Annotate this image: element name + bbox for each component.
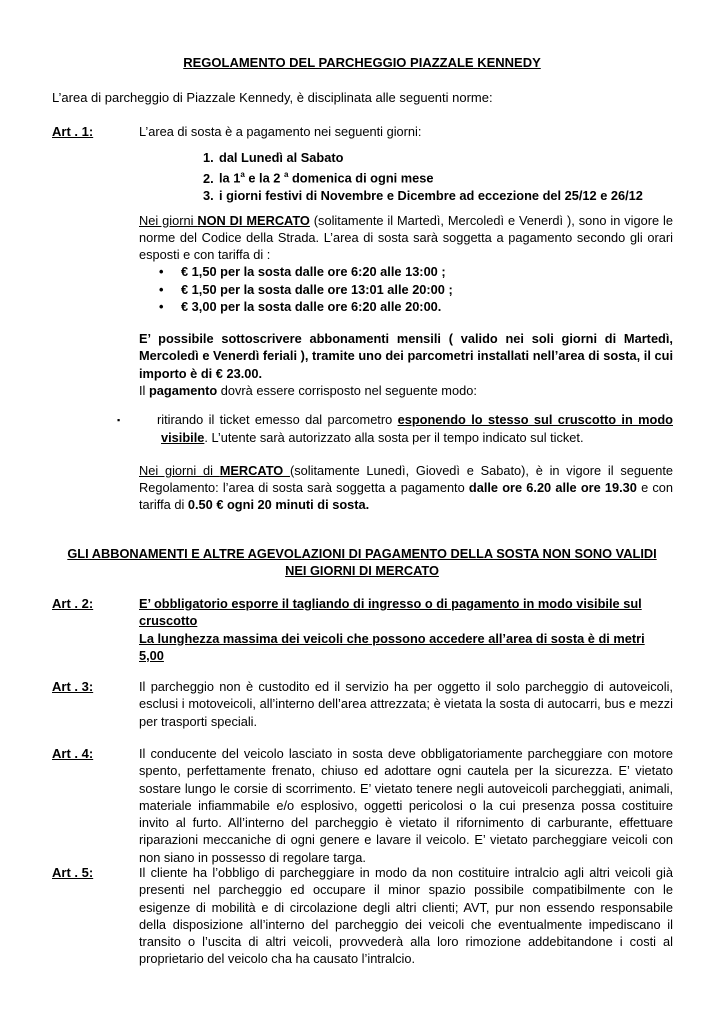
- list-item: 1. dal Lunedì al Sabato: [203, 150, 344, 166]
- art1-lead: L’area di sosta è a pagamento nei seguenti giorni:: [139, 124, 422, 139]
- abbonamenti-paragraph: E’ possibile sottoscrivere abbonamenti mensili ( valido nei soli giorni di Martedì, Mercoledì e Venerdì feriali ), tramite uno dei parcometri installati nell’area di sosta, il cui importo è di € 23.00.: [139, 330, 673, 381]
- list-item: • € 1,50 per la sosta dalle ore 13:01 alle 20:00 ;: [159, 281, 453, 297]
- art4-label: Art . 4:: [52, 746, 94, 761]
- list-item: • € 1,50 per la sosta dalle ore 6:20 alle 13:00 ;: [159, 264, 446, 280]
- ticket-paragraph: ▪ ritirando il ticket emesso dal parcometro esponendo lo stesso sul cruscotto in modo visibile. L’utente sarà autorizzato alla sosta per il tempo indicato sul ticket.: [117, 412, 673, 446]
- list-item: 3. i giorni festivi di Novembre e Dicembre ad eccezione del 25/12 e 26/12: [203, 187, 643, 203]
- days-list: [139, 149, 673, 203]
- mercato-notice: GLI ABBONAMENTI E ALTRE AGEVOLAZIONI DI PAGAMENTO DELLA SOSTA NON SONO VALIDI NEI GIORNI DI MERCATO: [67, 546, 657, 579]
- page-title: REGOLAMENTO DEL PARCHEGGIO PIAZZALE KENNEDY: [183, 55, 541, 70]
- list-item: 2. la 1$^a$ e la 2 $^a$ domenica di ogni mese: [203, 170, 434, 186]
- tariffe-list: [139, 263, 673, 316]
- art1-body: [117, 123, 673, 514]
- list-item: • € 3,00 per la sosta dalle ore 6:20 alle 20:00.: [159, 299, 442, 315]
- art1-label: Art . 1:: [52, 124, 94, 139]
- art3-label: Art . 3:: [52, 679, 94, 694]
- art5-label: Art . 5:: [52, 865, 94, 880]
- art4-body: Il conducente del veicolo lasciato in sosta deve obbligatoriamente parcheggiare con motore spento, perfettamente frenato, chiuso ed adottare ogni cautela per la sicurezza. E’ vietato sostare lungo le corsie di scorrimento. E’ vietato tenere negli autoveicoli parcheggiati, animali, materiale infiammabile e/o esplosivo, oggetti pericolosi o la cui presenza possa costituire invito al furto. All’interno del parcheggio è vietato il rifornimento di carburante, effettuare riparazioni meccaniche di ogni genere e lavare il veicolo. E’ vietato parcheggiare veicoli con non siano in possesso di regolare targa.: [139, 746, 673, 865]
- pagamento-paragraph: Il pagamento dovrà essere corrisposto nel seguente modo:: [139, 382, 477, 398]
- non-mercato-paragraph: Nei giorni NON DI MERCATO (solitamente il Martedì, Mercoledì e Venerdì ), sono in vigore le norme del Codice della Strada. L’area di sosta sarà soggetta a pagamento secondo gli orari esposti e con tariffa di :: [139, 212, 673, 263]
- intro-text: L’area di parcheggio di Piazzale Kennedy, è disciplinata alle seguenti norme:: [52, 90, 493, 105]
- art3-body: Il parcheggio non è custodito ed il servizio ha per oggetto il solo parcheggio di autoveicoli, esclusi i motoveicoli, all’interno dell’area attrezzata; è vietata la sosta di autocarri, bus e mezzi per trasporti speciali.: [139, 679, 673, 729]
- art2-label: Art . 2:: [52, 596, 94, 611]
- art5-body: Il cliente ha l’obbligo di parcheggiare in modo da non costituire intralcio agli altri veicoli già presenti nel parcheggio ed occupare il minor spazio possibile compatibilmente con le esigenze di mobilità e di circolazione degli altri clienti; AVT, pur non essendo responsabile della disposizione all’interno del parcheggio dei veicoli che eventualmente impediscano il transito o l’uscita di altri veicoli, provvederà alla loro rimozione addebitandone i costi al proprietario del veicolo cha ha causato l’intralcio.: [139, 865, 673, 967]
- mercato-paragraph: Nei giorni di MERCATO (solitamente Lunedì, Giovedì e Sabato), è in vigore il seguente Regolamento: l’area di sosta sarà soggetta a pagamento dalle ore 6.20 alle ore 19.30 e con tariffa di 0.50 € ogni 20 minuti di sosta.: [139, 462, 673, 513]
- art2-body: E’ obbligatorio esporre il tagliando di ingresso o di pagamento in modo visibile sul cruscotto La lunghezza massima dei veicoli che possono accedere all’area di sosta è di metri 5,00: [139, 596, 645, 663]
